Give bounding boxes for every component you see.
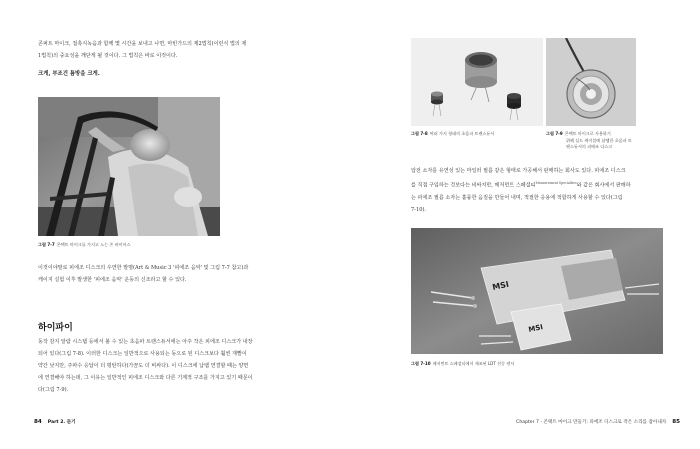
page-number: 84	[34, 419, 42, 425]
photo-ldt-vibration-sensors	[411, 228, 663, 354]
figure-7-10-caption: 그림 7-10 메저먼트 스페셜티에서 제조된 LDT 진동 센서	[411, 361, 515, 366]
msi-logo-large: MSI	[491, 279, 510, 292]
figure-7-9-photo	[546, 38, 636, 126]
photo-man-with-contact-mic	[38, 97, 220, 236]
figure-7-7-photo	[38, 97, 220, 236]
photo-ultrasonic-transducers	[411, 38, 543, 126]
figure-7-7-caption: 그림 7-7 콘택트 마이크를 가지고 노는 존 바이어스	[38, 242, 131, 247]
figure-7-10-photo	[411, 228, 663, 354]
page-number: 85	[672, 419, 680, 425]
figure-7-8-caption: 그림 7-8 여러 가지 형태의 초음파 트랜스듀서	[411, 131, 495, 136]
figure-7-9-caption: 그림 7-9 콘택트 마이크로 사용하기 위해 실드 케이블에 납땜한 초음파 트 랜스듀서의 피에조 디스크	[546, 131, 632, 149]
photo-piezo-disk-soldered	[546, 38, 636, 126]
paragraph-2: 이것이야말로 피에조 디스크의 우연한 발명(Art & Music 3 '피에조 음악' 및 그림 7-7 참고)과 케이지 실험 이후 발생한 '피에조 음악' 운동의 신조라고 할 수 있다.	[38, 265, 249, 283]
part-label: Part 2. 듣기	[47, 420, 76, 425]
right-page	[350, 0, 700, 449]
left-footer	[28, 419, 76, 425]
right-paragraph-1: 압전 소자를 유연성 있는 마일러 필름 같은 형태로 가공해서 판매하는 회사도 있다. 피에조 디스크 를 직접 구입하는 것보다는 비싸지만, 메저먼트 스페셜티$^{Measurement Specialties}$와 같은 회사에서 판매하 는 피에조 필름 소자는 훌륭한 음질을 만들어 내며, 적절한 응용에 적합하게 사용할 수 있다(그림 7-10).	[411, 168, 631, 213]
chapter-title: Chapter 7 - 콘택트 마이크 만들기: 피에조 디스크로 작은 소리를 잡아내자	[516, 420, 667, 425]
right-footer	[516, 419, 686, 425]
measurement-specialties-footnote: Measurement Specialties	[535, 181, 577, 185]
msi-logo-small: MSI	[527, 323, 544, 334]
intro-paragraph: 콘퍼트 마이크, 접촉식녹음과 함께 몇 시간을 보내고 나면, 마빈가드의 제2법칙(이런식 법의 제 1법칙)의 중요성을 깨닫게 될 것이다. 그 법칙은 바로 이것이다.	[38, 41, 247, 59]
emphasis-line: 크게, 부조건 틈방을 크게.	[38, 71, 100, 77]
paragraph-3: 동작 감지 알람 시스템 등에서 볼 수 있는 초음파 트랜스듀서에는 아주 작은 피에조 디스크가 내장 되어 있다(그림 7-8). 이러한 디스크는 일반적으로 사용되는 동으로 된 디스크보다 훨씬 재빨이 약간 낮지만, 주파수 응답이 더 평탄하다(가끔도 더 비싸다). 이 디스크에 납땜 연결할 때는 양면 에 연결해야 하는데, 그 이유는 일반적인 피에조 디스크와 다른 기계적 구조를 가지고 있기 때문이 다(그림 7-9).	[38, 339, 253, 393]
figure-7-8-photo	[411, 38, 543, 126]
section-heading: 하이파이	[38, 323, 73, 333]
